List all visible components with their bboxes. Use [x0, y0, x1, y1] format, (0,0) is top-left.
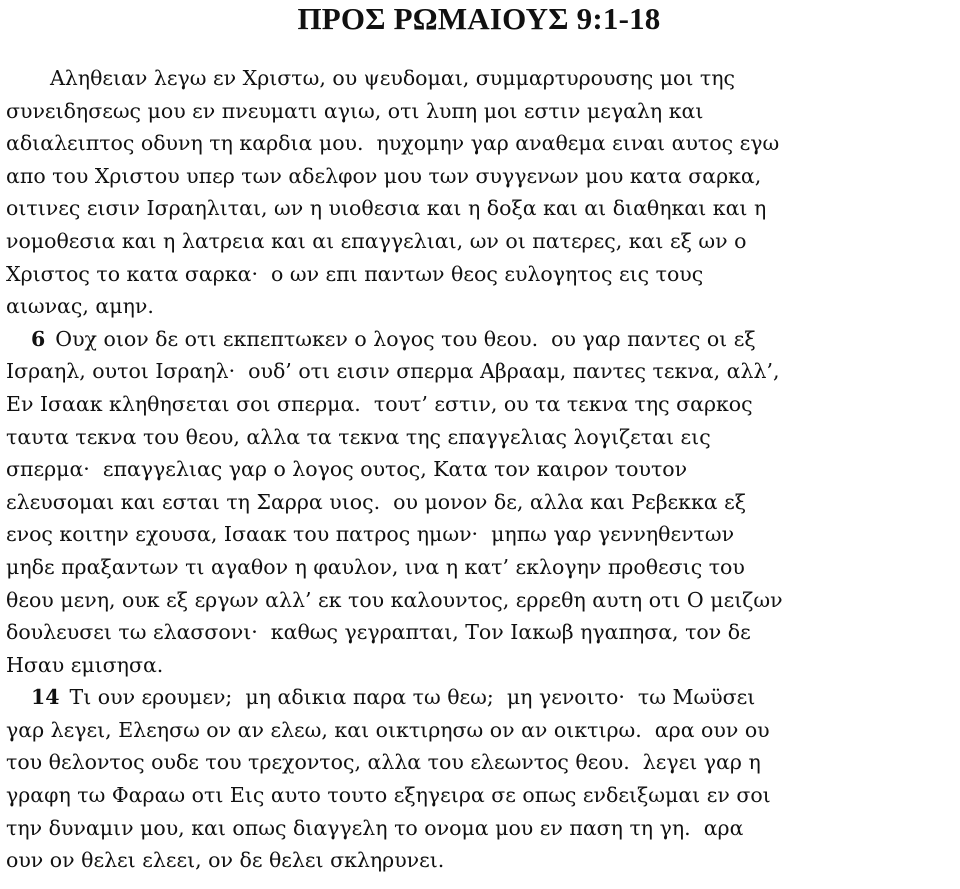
text-line: ουν ον θελει ελεει, ον δε θελει σκληρυνει. — [6, 848, 445, 873]
text-line: Τι ουν ερουμεν; μη αδικια παρα τω θεω; μη γενοιτο· τω Μωϋσει — [69, 685, 756, 710]
text-line: δουλευσει τω ελασσονι· καθως γεγραπται, Τον Ιακωβ ηγαπησα, τον δε — [6, 620, 751, 645]
text-line: Ισραηλ, ουτοι Ισραηλ· ουδ’ οτι εισιν σπερμα Αβρααμ, παντες τεκνα, αλλ’, — [6, 359, 780, 384]
text-line: Αληθειαν λεγω εν Χριστω, ου ψευδομαι, συμμαρτυρουσης μοι της — [50, 66, 736, 90]
page-title: ΠΡΟΣ ΡΩΜΑΙΟΥΣ 9:1-18 — [297, 1, 661, 36]
text-line: θεου μενη, ουκ εξ εργων αλλ’ εκ του καλουντος, ερρεθη αυτη οτι Ο μειζων — [6, 587, 783, 612]
verse-number-14: 14 — [31, 685, 60, 710]
text-line: Χριστος το κατα σαρκα· ο ων επι παντων θεος ευλογητος εις τους — [6, 261, 704, 286]
text-line: ταυτα τεκνα του θεου, αλλα τα τεκνα της επαγγελιας λογιζεται εις — [6, 424, 711, 449]
verse-6-first-line — [6, 323, 952, 356]
document-page — [6, 0, 952, 877]
text-line: την δυναμιν μου, και οπως διαγγελη το ονομα μου εν παση τη γη. αρα — [6, 815, 744, 840]
verse-number-6: 6 — [31, 326, 46, 351]
text-line: του θελοντος ουδε του τρεχοντος, αλλα του ελεωντος θεου. λεγει γαρ η — [6, 750, 761, 775]
text-line: συνειδησεως μου εν πνευματι αγιω, οτι λυπη μοι εστιν μεγαλη και — [6, 98, 704, 123]
verse-14-first-line — [6, 681, 952, 714]
text-line: γραφη τω Φαραω οτι Εις αυτο τουτο εξηγειρα σε οπως ενδειξωμαι εν σοι — [6, 783, 771, 808]
text-line: νομοθεσια και η λατρεια και αι επαγγελιαι, ων οι πατερες, και εξ ων ο — [6, 228, 747, 253]
text-line: οιτινες εισιν Ισραηλιται, ων η υιοθεσια και η δοξα και αι διαθηκαι και η — [6, 196, 767, 221]
text-line: ενος κοιτην εχουσα, Ισαακ του πατρος ημων· μηπω γαρ γεννηθεντων — [6, 522, 735, 547]
passage-body — [6, 62, 952, 877]
text-line: γαρ λεγει, Ελεησω ον αν ελεω, και οικτιρησω ον αν οικτιρω. αρα ουν ου — [6, 717, 770, 742]
text-line: αιωνας, αμην. — [6, 294, 154, 319]
text-line: μηδε πραξαντων τι αγαθον η φαυλον, ινα η κατ’ εκλογην προθεσις του — [6, 554, 745, 579]
text-line: Εν Ισαακ κληθησεται σοι σπερμα. τουτ’ εστιν, ου τα τεκνα της σαρκος — [6, 391, 753, 416]
text-line: Ουχ οιον δε οτι εκπεπτωκεν ο λογος του θεου. ου γαρ παντες οι εξ — [55, 326, 756, 351]
text-line: σπερμα· επαγγελιας γαρ ο λογος ουτος, Κατα τον καιρον τουτον — [6, 457, 688, 482]
text-line: απο του Χριστου υπερ των αδελφον μου των συγγενων μου κατα σαρκα, — [6, 163, 762, 188]
text-line: Ησαυ εμισησα. — [6, 652, 164, 677]
text-line: αδιαλειπτος οδυνη τη καρδια μου. ηυχομην γαρ αναθεμα ειναι αυτος εγω — [6, 131, 780, 156]
text-line: ελευσομαι και εσται τη Σαρρα υιος. ου μονον δε, αλλα και Ρεβεκκα εξ — [6, 489, 747, 514]
